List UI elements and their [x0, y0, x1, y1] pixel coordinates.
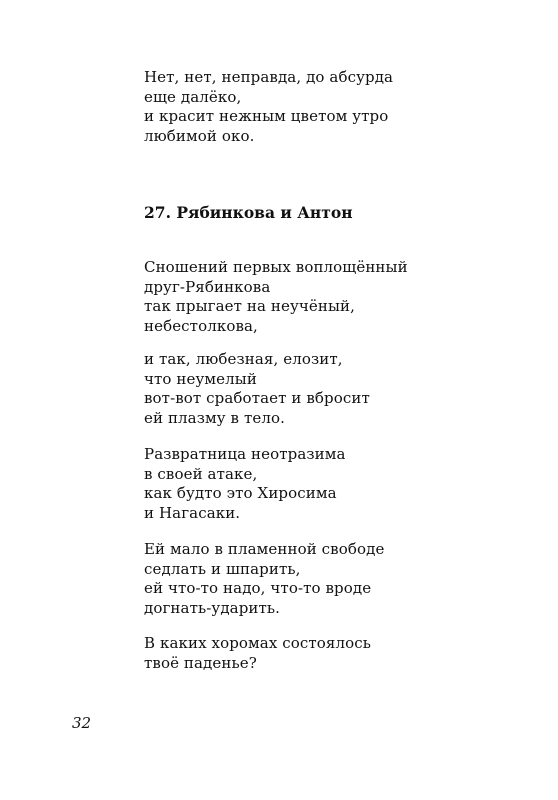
stanza-1: [144, 258, 408, 336]
verse-line: Развратница неотразима: [144, 445, 346, 463]
verse-line: догнать-ударить.: [144, 598, 281, 617]
verse-line: и так, любезная, елозит,: [144, 350, 343, 368]
verse-line: как будто это Хиросима: [144, 484, 337, 502]
stanza-4: [144, 540, 384, 618]
intro-stanza: [144, 68, 393, 146]
verse-line: и Нагасаки.: [144, 503, 241, 522]
verse-line: любимой око.: [144, 126, 255, 145]
verse-line: вот-вот сработает и вбросит: [144, 389, 370, 407]
stanza-5: [144, 634, 371, 673]
verse-line: ей что-то надо, что-то вроде: [144, 579, 372, 597]
verse-line: ей плазму в тело.: [144, 408, 285, 427]
verse-line: и красит нежным цветом утро: [144, 107, 389, 125]
verse-line: небестолкова,: [144, 316, 258, 335]
verse-line: так прыгает на неучёный,: [144, 297, 355, 315]
stanza-3: [144, 445, 346, 523]
stanza-2: [144, 350, 370, 428]
verse-line: Ей мало в пламенной свободе: [144, 540, 385, 558]
verse-line: Нет, нет, неправда, до абсурда: [144, 68, 394, 86]
verse-line: твоё паденье?: [144, 653, 257, 672]
page-number: 32: [72, 714, 92, 732]
verse-line: еще далёко,: [144, 87, 242, 106]
poem-title: 27. Рябинкова и Антон: [144, 203, 353, 222]
verse-line: В каких хоромах состоялось: [144, 634, 372, 652]
verse-line: что неумелый: [144, 369, 257, 388]
verse-line: в своей атаке,: [144, 464, 258, 483]
verse-line: Сношений первых воплощённый: [144, 258, 408, 276]
verse-line: седлать и шпарить,: [144, 559, 301, 578]
verse-line: друг-Рябинкова: [144, 277, 271, 296]
